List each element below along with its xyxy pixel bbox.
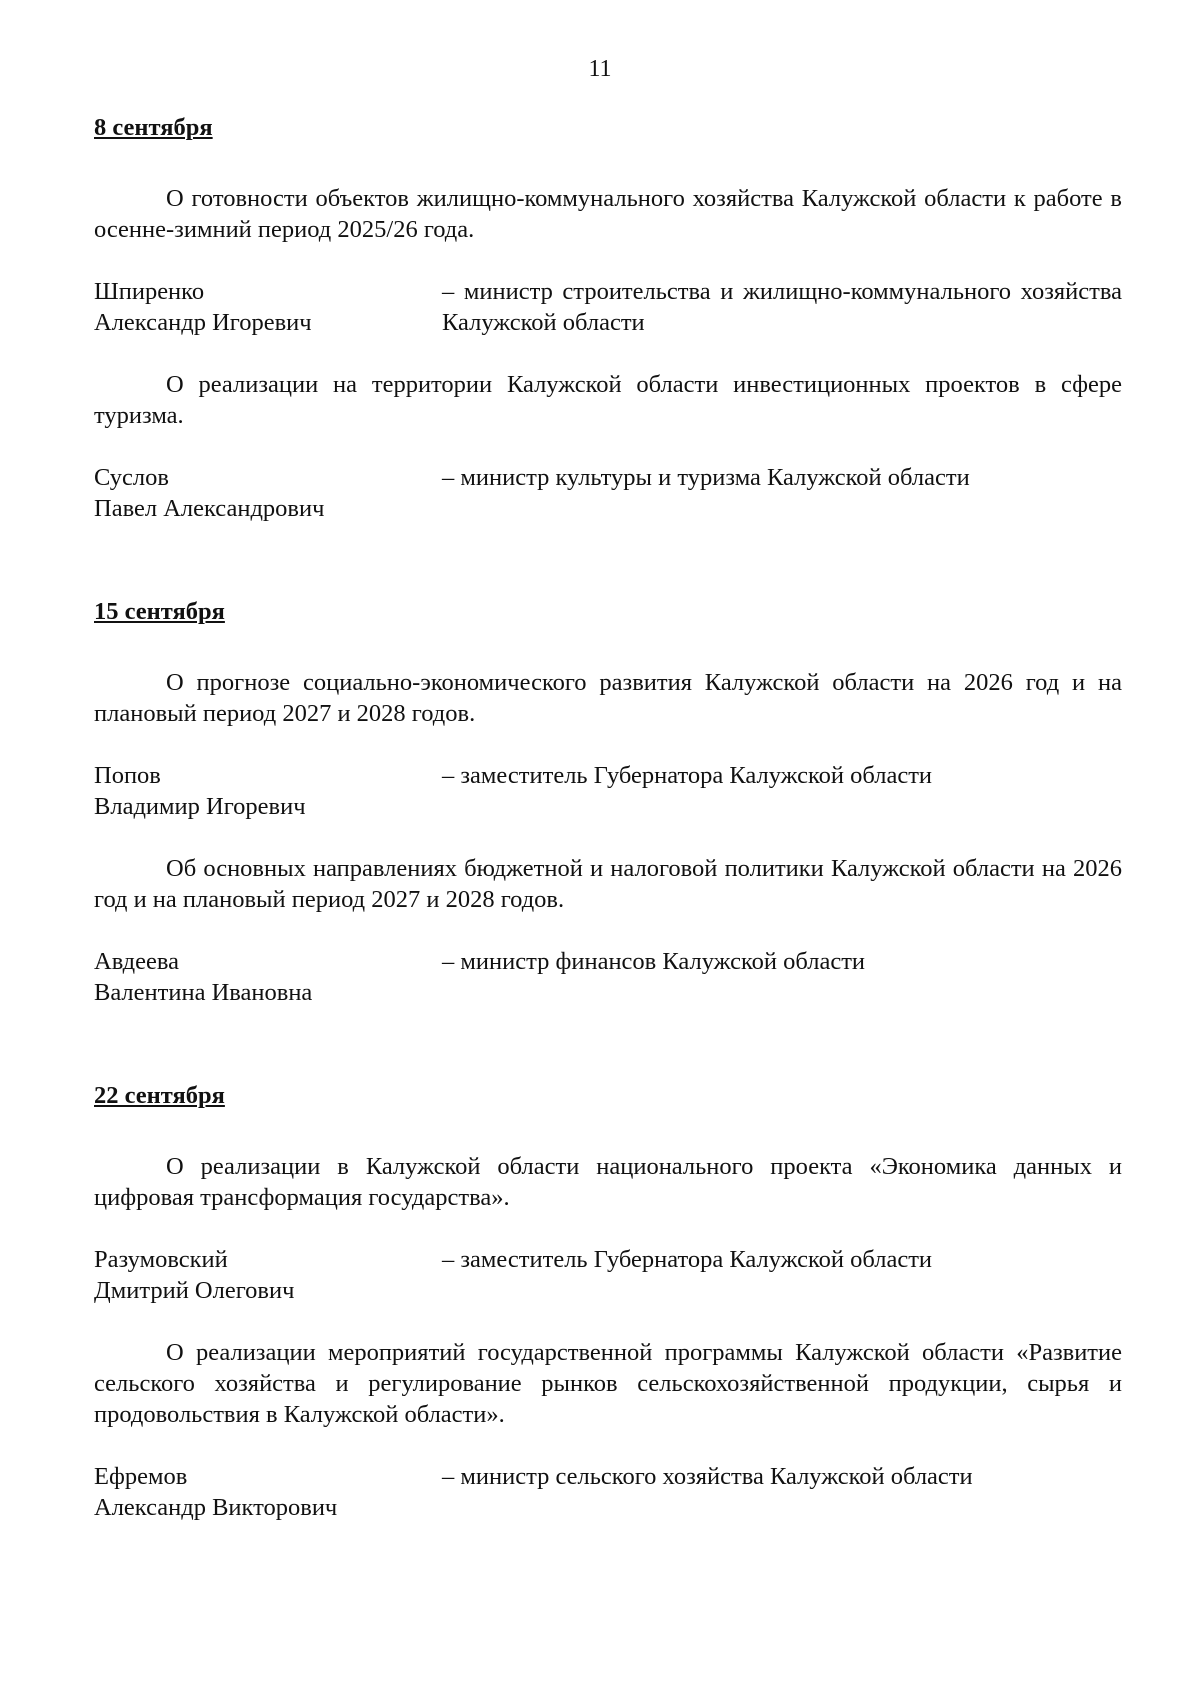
date-section [94,1080,1122,1523]
speaker-name [94,276,442,338]
speaker-role: – заместитель Губернатора Калужской области [442,1246,933,1273]
date-section [94,112,1122,524]
speaker-last-name: Шпиренко [94,278,205,305]
speaker-first-name: Александр Игоревич [94,309,312,336]
speaker-role: – министр строительства и жилищно-коммунального хозяйства Калужской области [442,278,1122,336]
speaker-first-name: Валентина Ивановна [94,979,313,1006]
speaker-name [94,462,442,524]
document-body [94,112,1122,1523]
speaker-name [94,760,442,822]
date-heading: 15 сентября [94,598,225,625]
speaker-role: – министр финансов Калужской области [442,948,866,975]
speaker-name [94,1461,442,1523]
speaker-first-name: Павел Александрович [94,495,325,522]
speaker-role: – министр сельского хозяйства Калужской области [442,1463,973,1490]
date-heading: 8 сентября [94,114,213,141]
page-number: 11 [588,56,612,82]
speaker-last-name: Суслов [94,464,169,491]
speaker-row [94,462,1122,524]
speaker-row [94,1244,1122,1306]
speaker-first-name: Дмитрий Олегович [94,1277,295,1304]
speaker-last-name: Разумовский [94,1246,228,1273]
agenda-topic: О реализации на территории Калужской области инвестиционных проектов в сфере туризма. [94,371,1122,429]
speaker-row [94,1461,1122,1523]
date-section [94,596,1122,1008]
speaker-last-name: Попов [94,762,161,789]
agenda-topic: О реализации в Калужской области национального проекта «Экономика данных и цифровая трансформация государства». [94,1153,1122,1211]
date-heading: 22 сентября [94,1082,225,1109]
speaker-name [94,946,442,1008]
speaker-last-name: Ефремов [94,1463,188,1490]
speaker-role: – заместитель Губернатора Калужской области [442,762,933,789]
speaker-name [94,1244,442,1306]
speaker-row [94,760,1122,822]
speaker-first-name: Владимир Игоревич [94,793,306,820]
speaker-row [94,276,1122,338]
agenda-topic: О готовности объектов жилищно-коммунального хозяйства Калужской области к работе в осенне-зимний период 2025/26 года. [94,185,1122,243]
agenda-topic: Об основных направлениях бюджетной и налоговой политики Калужской области на 2026 год и на плановый период 2027 и 2028 годов. [94,855,1122,913]
agenda-topic: О реализации мероприятий государственной программы Калужской области «Развитие сельского хозяйства и регулирование рынков сельскохозяйственной продукции, сырья и продовольствия в Калужской области». [94,1339,1122,1428]
speaker-row [94,946,1122,1008]
speaker-role: – министр культуры и туризма Калужской области [442,464,970,491]
speaker-first-name: Александр Викторович [94,1494,338,1521]
speaker-last-name: Авдеева [94,948,179,975]
agenda-topic: О прогнозе социально-экономического развития Калужской области на 2026 год и на плановый период 2027 и 2028 годов. [94,669,1122,727]
